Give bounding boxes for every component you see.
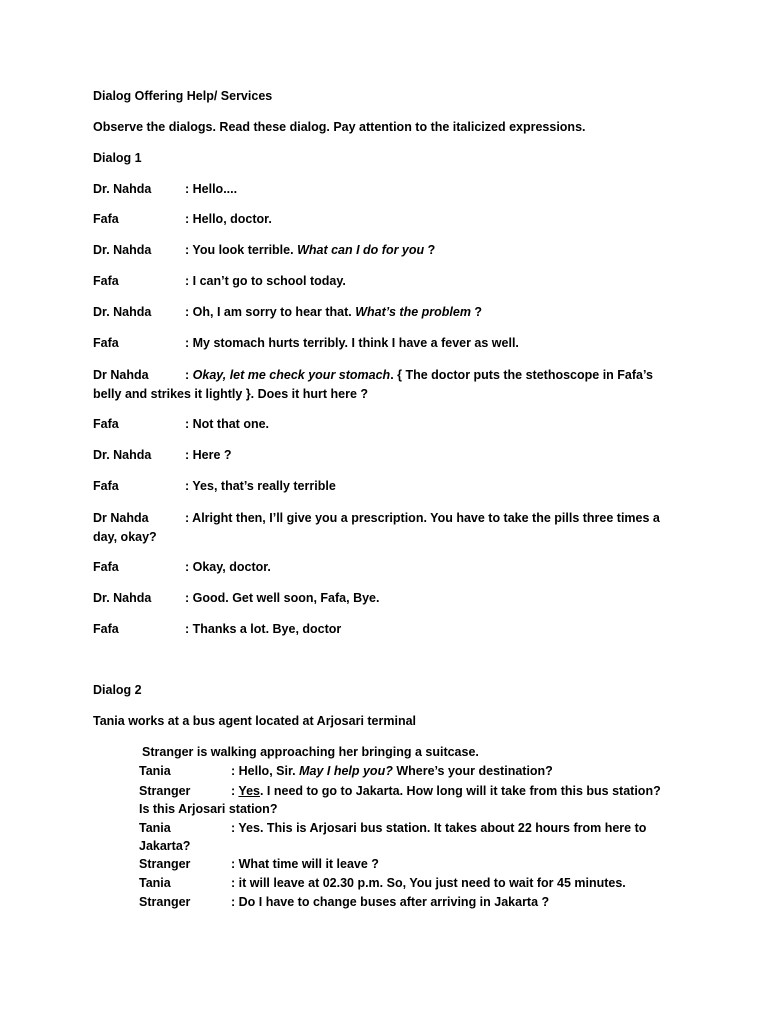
dialog2-intro: Tania works at a bus agent located at Arjosari terminal [93,714,417,728]
line-text: : Hello, Sir. [231,764,300,778]
dialog2-line [139,763,679,780]
line-text-end: . { The doctor puts the stethoscope in Fafa’s belly and strikes it lightly }. Does it hurt here ? [93,368,653,401]
line-text: : Not that one. [185,417,270,431]
dialog2-line [139,782,669,818]
line-text: : [231,784,239,798]
speaker-name: Dr. Nahda [93,591,152,605]
line-text-end: Where’s your destination? [392,764,553,778]
line-text: : Yes. This is Arjosari bus station. It takes about 22 hours from here to Jakarta? [139,821,647,853]
line-text: : You look terrible. [185,243,298,257]
line-text: : Hello.... [185,182,238,196]
speaker-name: Tania [139,821,171,835]
dialog1-line [93,366,683,404]
speaker-name: Dr Nahda [93,511,149,525]
speaker-name: Tania [139,764,171,778]
dialog1-line [93,211,693,228]
line-text: : Hello, doctor. [185,212,272,226]
line-text-end: . I need to go to Jakarta. How long will it take from this bus station? Is this Arjosari station? [139,784,661,816]
speaker-name: Fafa [93,336,119,350]
speaker-name: Fafa [93,417,119,431]
dialog2-line [139,819,649,855]
dialog1-line [93,621,693,638]
line-text: : Yes, that’s really terrible [185,479,336,493]
speaker-name: Fafa [93,560,119,574]
dialog2-line [139,856,679,873]
line-text-end: ? [470,305,483,319]
line-text: : it will leave at 02.30 p.m. So, You just need to wait for 45 minutes. [231,876,626,890]
dialog1-line [93,335,693,352]
dialog1-line [93,590,693,607]
speaker-name: Dr. Nahda [93,305,152,319]
dialog1-line [93,559,693,576]
document-heading: Dialog Offering Help/ Services [93,89,273,103]
speaker-name: Fafa [93,479,119,493]
line-text: : [185,368,193,382]
dialog2-line [139,875,679,892]
line-text: : Here ? [185,448,232,462]
dialog2-line [139,894,679,911]
dialog1-title: Dialog 1 [93,151,142,165]
speaker-name: Stranger [139,784,191,798]
dialog1-line [93,416,693,433]
speaker-name: Dr. Nahda [93,243,152,257]
dialog1-line [93,304,693,321]
dialog1-line [93,273,693,290]
line-text: : Oh, I am sorry to hear that. [185,305,356,319]
line-text: : My stomach hurts terribly. I think I have a fever as well. [185,336,519,350]
line-text: : Do I have to change buses after arriving in Jakarta ? [231,895,550,909]
line-text: : Alright then, I’ll give you a prescription. You have to take the pills three times a day, okay? [93,511,660,544]
italic-expression: Okay, let me check your stomach [192,368,391,382]
dialog1-line [93,242,693,259]
line-text: : What time will it leave ? [231,857,379,871]
speaker-name: Dr Nahda [93,368,149,382]
dialog2-title: Dialog 2 [93,683,142,697]
speaker-name: Stranger [139,895,191,909]
speaker-name: Tania [139,876,171,890]
line-text: : I can’t go to school today. [185,274,346,288]
line-text: : Good. Get well soon, Fafa, Bye. [185,591,380,605]
italic-expression: What can I do for you [297,243,425,257]
line-text-end: ? [424,243,436,257]
line-text: : Thanks a lot. Bye, doctor [185,622,342,636]
italic-expression: What’s the problem [355,305,471,319]
speaker-name: Dr. Nahda [93,182,152,196]
dialog1-line [93,509,683,547]
speaker-name: Fafa [93,622,119,636]
speaker-name: Fafa [93,274,119,288]
line-text: : Okay, doctor. [185,560,271,574]
instruction-text: Observe the dialogs. Read these dialog. Pay attention to the italicized expressions. [93,120,586,134]
underlined-expression: Yes [238,784,260,798]
dialog1-line [93,447,693,464]
speaker-name: Stranger [139,857,191,871]
speaker-name: Fafa [93,212,119,226]
speaker-name: Dr. Nahda [93,448,152,462]
dialog2-narration: Stranger is walking approaching her bringing a suitcase. [142,745,479,759]
dialog1-line [93,181,693,198]
dialog1-line [93,478,693,495]
italic-expression: May I help you? [299,764,393,778]
